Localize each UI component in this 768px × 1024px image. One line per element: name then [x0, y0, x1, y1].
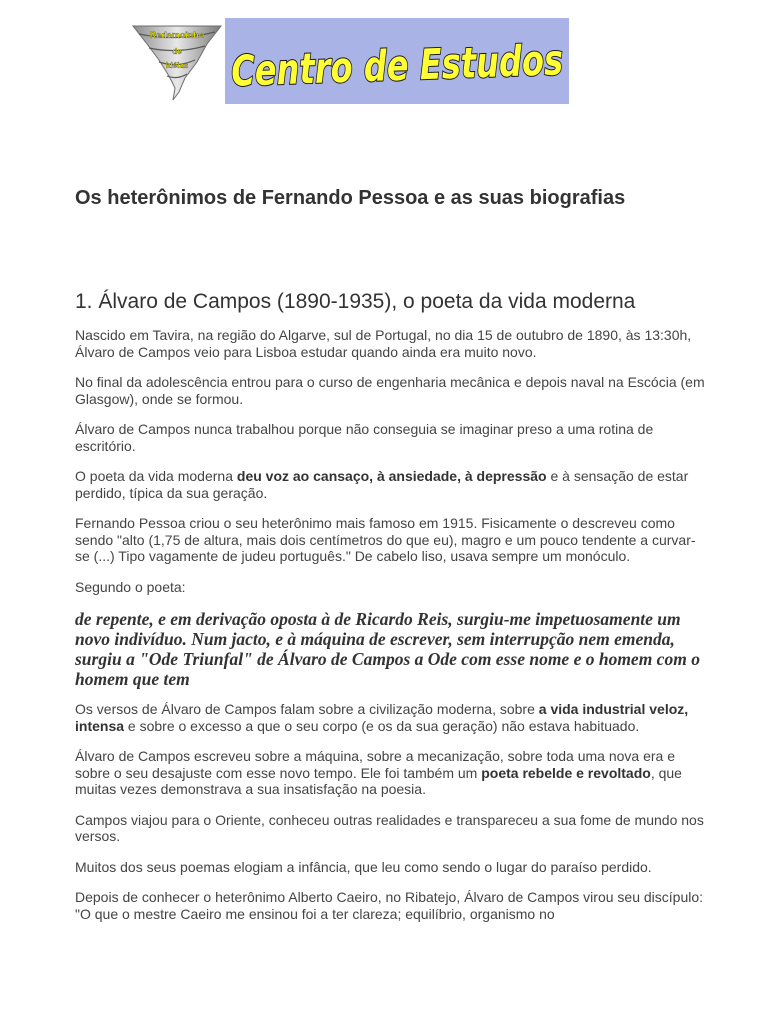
paragraph-8-text-c: , que muitas vezes demonstrava a sua insatisfação na poesia. — [75, 764, 682, 797]
paragraph-8 — [75, 748, 705, 798]
paragraph-1: Nascido em Tavira, na região do Algarve, sul de Portugal, no dia 15 de outubro de 1890, às 13:30h, Álvaro de Campos veio para Lisboa estudar quando ainda era muito novo. — [75, 327, 692, 360]
article-title: Os heterônimos de Fernando Pessoa e as suas biografias — [75, 187, 626, 209]
paragraph-3: Álvaro de Campos nunca trabalhou porque não conseguia se imaginar preso a uma rotina de escritório. — [75, 421, 654, 454]
banner-graphic — [129, 18, 667, 104]
paragraph-8-bold: poeta rebelde e revoltado — [481, 764, 651, 781]
article — [75, 186, 705, 936]
paragraph-7-bold: a vida industrial veloz, intensa — [75, 701, 689, 734]
paragraph-9: Campos viajou para o Oriente, conheceu outras realidades e transpareceu a sua fome de mundo nos versos. — [75, 811, 704, 844]
paragraph-5: Fernando Pessoa criou o seu heterônimo mais famoso em 1915. Fisicamente o descreveu como sendo "alto (1,75 de altura, mais dois centímetros do que eu), magro e um pouco tendente a curvar-se (...) Tipo vagamente de judeu português." De cabelo liso, usava sempre um monóculo. — [75, 515, 696, 564]
paragraph-2: No final da adolescência entrou para o curso de engenharia mecânica e depois naval na Escócia (em Glasgow), onde se formou. — [75, 374, 705, 407]
paragraph-8-text-a: Álvaro de Campos escreveu sobre a máquina, sobre a mecanização, sobre toda uma nova era e sobre o seu desajuste com esse novo tempo. Ele foi também um — [75, 748, 676, 781]
logo-word-mid: de — [172, 47, 182, 56]
paragraph-4 — [75, 468, 705, 501]
header-banner — [129, 18, 667, 104]
paragraph-7 — [75, 701, 705, 734]
paragraph-10: Muitos dos seus poemas elogiam a infância, que leu como sendo o lugar do paraíso perdido. — [75, 858, 652, 875]
paragraph-7-text-c: e sobre o excesso a que o seu corpo (e os da sua geração) não estava habituado. — [124, 717, 640, 734]
logo-word-bottom: Idéias — [165, 61, 189, 70]
banner-title: Centro de Estudos — [230, 31, 667, 96]
paragraph-4-bold: deu voz ao cansaço, à ansiedade, à depressão — [236, 468, 547, 484]
logo-word-top: Redemoinho — [149, 30, 205, 40]
quote-block: de repente, e em derivação oposta à de Ricardo Reis, surgiu-me impetuosamente um novo indivíduo. Num jacto, e à máquina de escrever, sem interrupção nem emenda, surgiu a "Ode Triunfal" de Álvaro de Campos a Ode com esse nome e o homem com o homem que tem — [75, 609, 700, 689]
paragraph-4-text-a: O poeta da vida moderna — [75, 468, 237, 484]
section-heading: 1. Álvaro de Campos (1890-1935), o poeta da vida moderna — [75, 290, 636, 313]
paragraph-7-text-a: Os versos de Álvaro de Campos falam sobre a civilização moderna, sobre — [75, 701, 539, 717]
paragraph-11: Depois de conhecer o heterônimo Alberto Caeiro, no Ribatejo, Álvaro de Campos virou seu discípulo: "O que o mestre Caeiro me ensinou foi a ter clareza; equilíbrio, organismo no — [75, 889, 704, 922]
paragraph-6: Segundo o poeta: — [75, 578, 186, 595]
paragraph-4-text-c: e à sensação de estar perdido, típica da sua geração. — [75, 468, 689, 501]
